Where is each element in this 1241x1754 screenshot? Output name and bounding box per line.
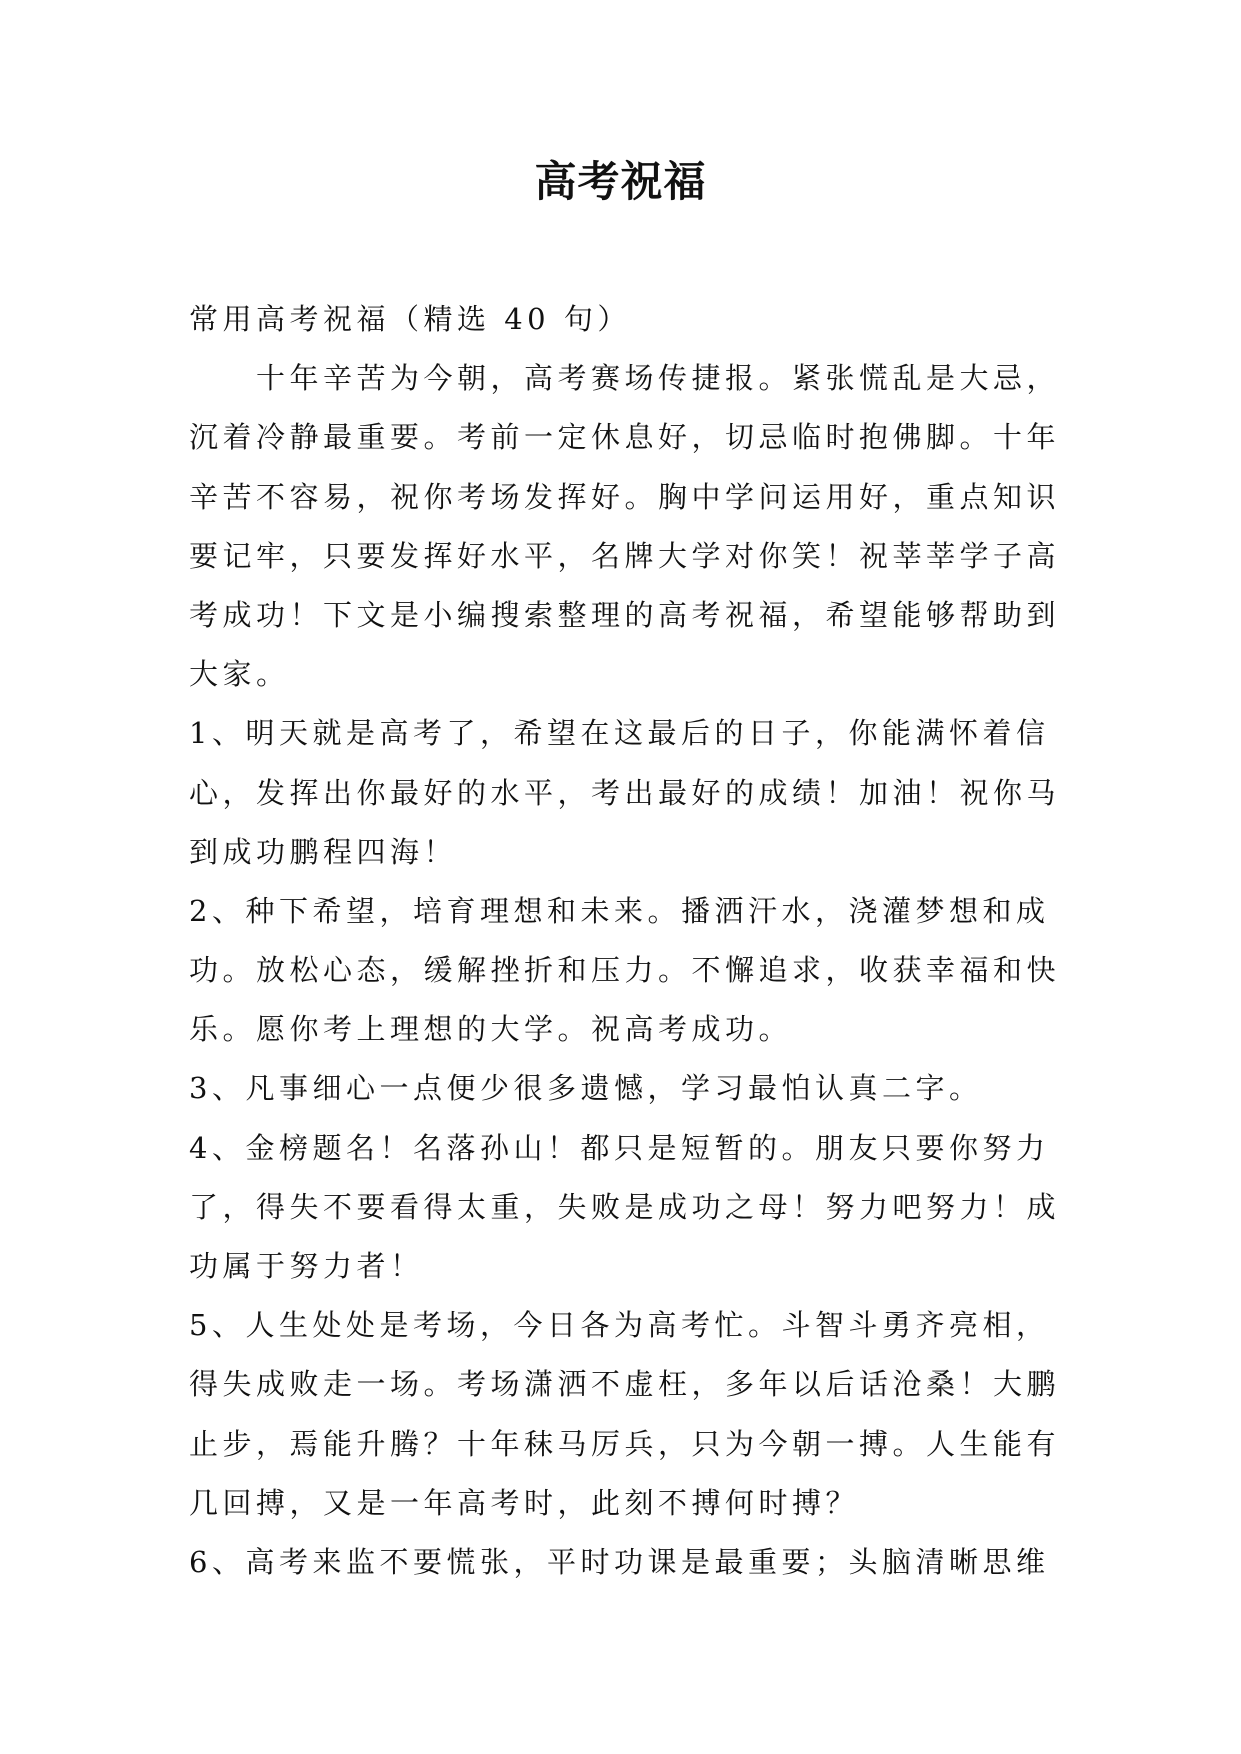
document-line: 得失成败走一场。考场潇洒不虚枉，多年以后话沧桑！大鹏 [189,1367,1061,1402]
document-line: 了，得失不要看得太重，失败是成功之母！努力吧努力！成 [189,1189,1061,1224]
document-line: 止步，焉能升腾？十年秣马厉兵，只为今朝一搏。人生能有 [189,1426,1061,1461]
document-line: 1、明天就是高考了，希望在这最后的日子，你能满怀着信 [189,716,1050,751]
document-line: 到成功鹏程四海！ [189,834,458,869]
document-line: 十年辛苦为今朝，高考赛场传捷报。紧张慌乱是大忌， [189,361,1061,396]
document-line: 功属于努力者！ [189,1249,424,1283]
document-line: 要记牢，只要发挥好水平，名牌大学对你笑！祝莘莘学子高 [189,538,1061,573]
document-body [189,290,1069,1592]
document-line: 大家。 [189,657,290,692]
document-line: 沉着冷静最重要。考前一定休息好，切忌临时抱佛脚。十年 [189,420,1061,455]
document-line: 心，发挥出你最好的水平，考出最好的成绩！加油！祝你马 [189,775,1061,810]
document-title: 高考祝福 [534,157,707,206]
document-line: 3、凡事细心一点便少很多遗憾，学习最怕认真二字。 [189,1071,983,1106]
document-line: 辛苦不容易，祝你考场发挥好。胸中学问运用好，重点知识 [189,479,1061,514]
document-line: 常用高考祝福（精选 40 句） [189,302,631,336]
document-line: 几回搏，又是一年高考时，此刻不搏何时搏？ [189,1485,860,1520]
document-line: 2、种下希望，培育理想和未来。播洒汗水，浇灌梦想和成 [189,893,1050,928]
document-line: 6、高考来监不要慌张，平时功课是最重要；头脑清晰思维 [189,1544,1050,1579]
document-line: 功。放松心态，缓解挫折和压力。不懈追求，收获幸福和快 [189,953,1061,988]
document-line: 考成功！下文是小编搜索整理的高考祝福，希望能够帮助到 [189,597,1061,632]
document-line: 乐。愿你考上理想的大学。祝高考成功。 [189,1012,793,1047]
document-line: 4、金榜题名！名落孙山！都只是短暂的。朋友只要你努力 [189,1130,1050,1165]
document-line: 5、人生处处是考场，今日各为高考忙。斗智斗勇齐亮相， [189,1308,1050,1343]
